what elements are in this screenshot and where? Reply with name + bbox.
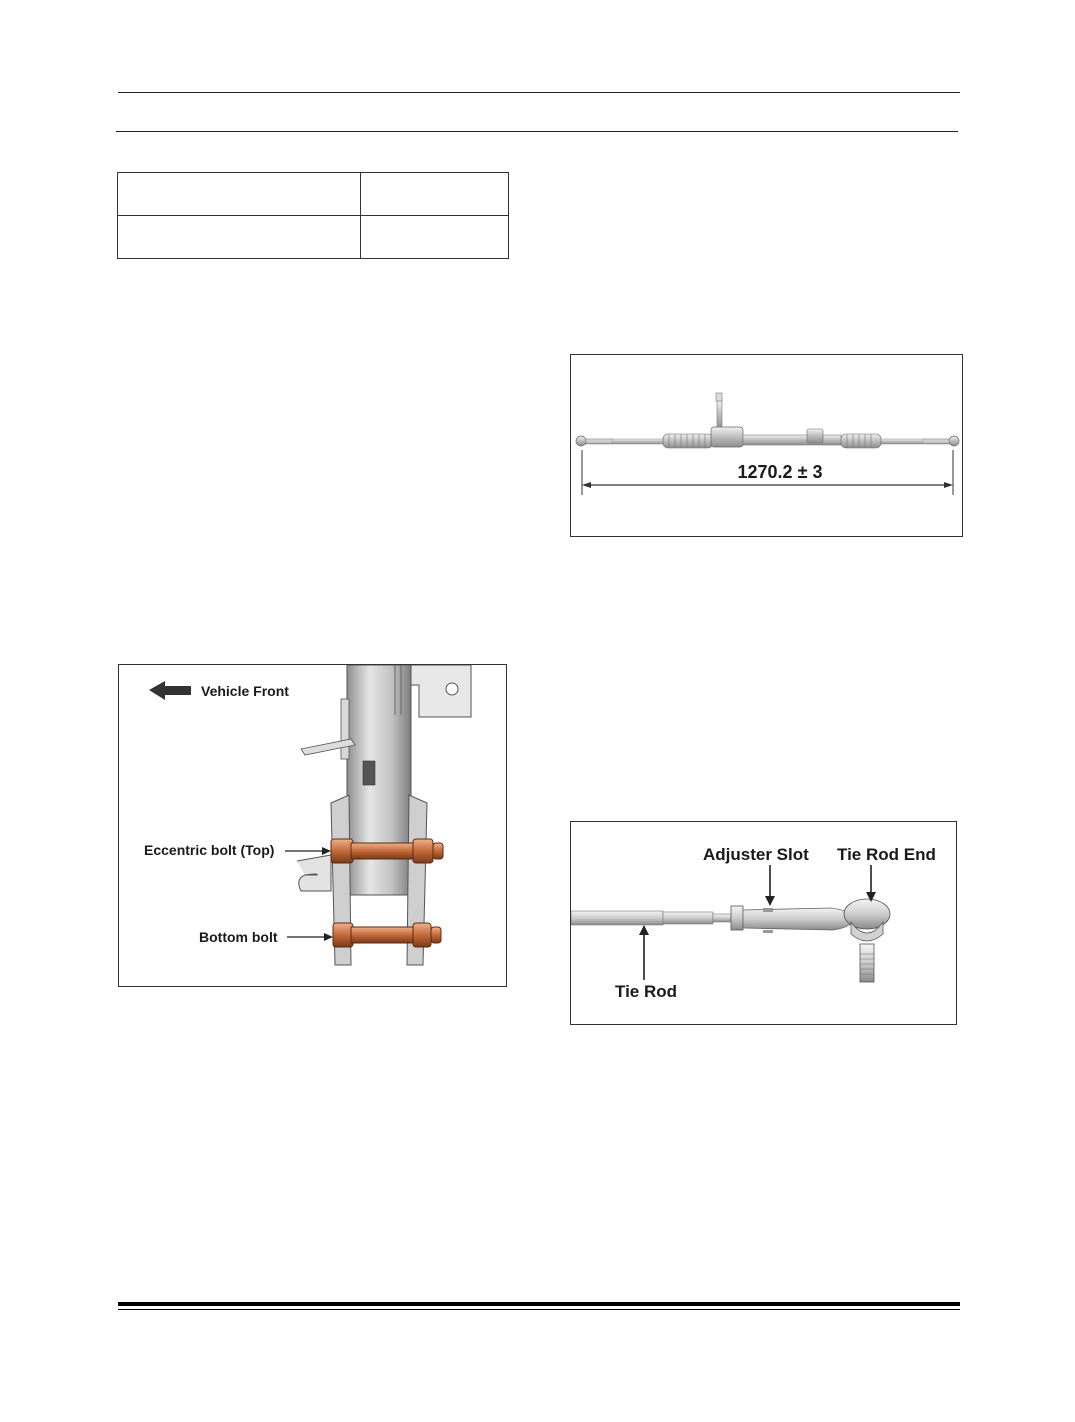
bottom-bolt-label: Bottom bolt [199, 929, 278, 945]
top-bolt-icon [331, 839, 443, 863]
steering-rack-figure [570, 354, 963, 537]
header-rule-bottom [116, 131, 958, 132]
vehicle-front-label: Vehicle Front [201, 683, 289, 699]
tie-rod-figure [570, 821, 957, 1025]
tie-rod-illustration [571, 822, 956, 1024]
table-row [118, 216, 509, 259]
steering-rack-illustration [571, 355, 962, 536]
footer-rule-thick [118, 1302, 960, 1306]
top-bolt-label: Eccentric bolt (Top) [144, 842, 275, 858]
table-cell [118, 173, 361, 216]
strut-figure [118, 664, 507, 987]
table-row [118, 173, 509, 216]
table-cell [361, 216, 509, 259]
bottom-bolt-icon [333, 923, 441, 947]
tie-rod-label: Tie Rod [615, 982, 678, 1001]
tie-rod-end-label: Tie Rod End [837, 845, 936, 864]
spec-table [117, 172, 509, 259]
dimension-label: 1270.2 ± 3 [737, 462, 823, 482]
footer-rule-thin [118, 1309, 960, 1310]
header-rule-top [118, 92, 960, 93]
adjuster-slot-label: Adjuster Slot [703, 845, 809, 864]
table-cell [118, 216, 361, 259]
strut-illustration [119, 665, 506, 986]
table-cell [361, 173, 509, 216]
arrow-left-icon [149, 681, 191, 700]
